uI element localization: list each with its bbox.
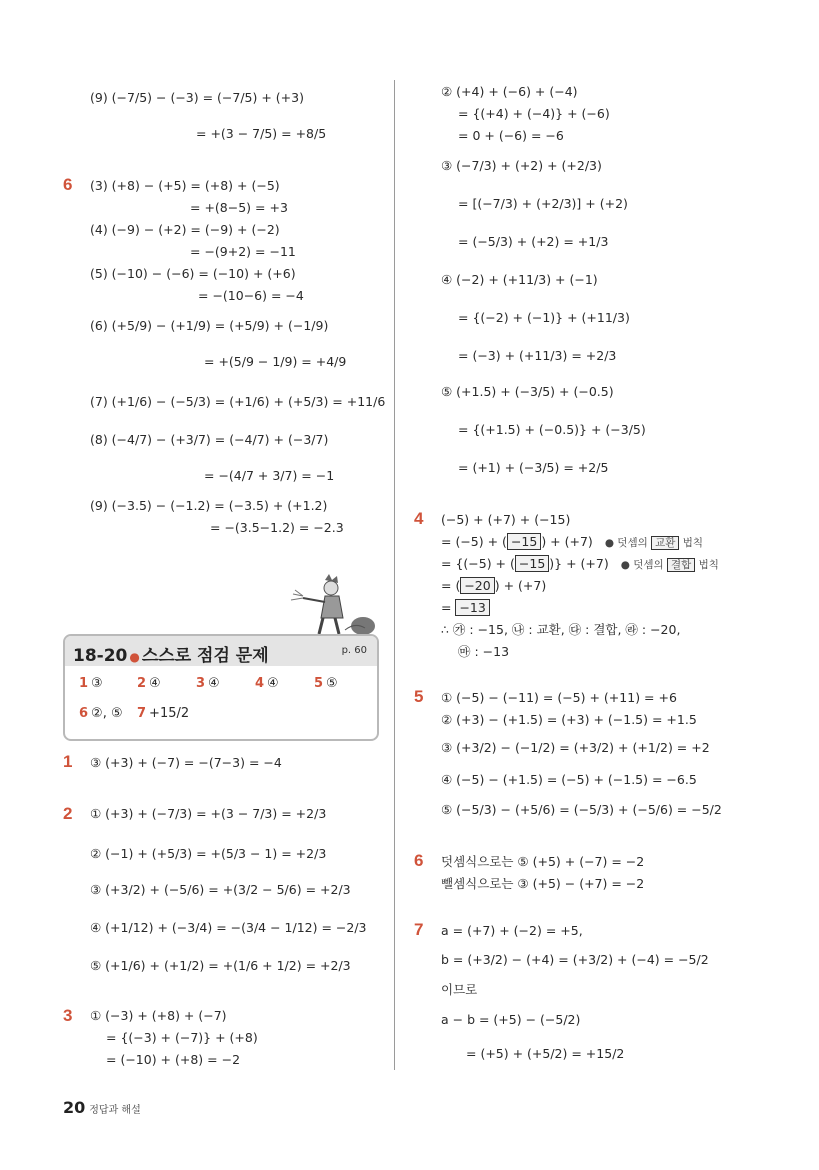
line: ② (−1) + (+5/3) = +(5/3 − 1) = +2/3	[90, 846, 327, 861]
line: = −13	[441, 600, 490, 616]
line: ㉲ : −13	[458, 644, 510, 659]
box-title: 18-20 ● 스스로 점검 문제	[73, 646, 269, 666]
answer-box: −20	[460, 577, 494, 594]
problem-number: 2	[63, 804, 73, 823]
line: (5) (−10) − (−6) = (−10) + (+6)	[90, 266, 296, 281]
page-number: 20	[63, 1098, 86, 1117]
answer-box: −15	[507, 533, 541, 550]
problem-number: 5	[414, 687, 424, 706]
rule-note: ● 덧셈의 결합 법칙	[620, 559, 719, 571]
box-subtitle: 스스로 점검 문제	[141, 646, 269, 666]
line: = {(−2) + (−1)} + (+11/3)	[458, 310, 630, 325]
line: = ( −20 ) + (+7)	[441, 578, 547, 593]
answer-item: 3 ④	[196, 676, 220, 691]
box-page-ref: p. 60	[341, 645, 367, 656]
line: = [(−7/3) + (+2/3)] + (+2)	[458, 196, 628, 211]
box-header	[65, 636, 377, 666]
answer-item: 2 ④	[137, 676, 161, 691]
self-check-box	[63, 634, 379, 741]
line: (8) (−4/7) − (+3/7) = (−4/7) + (−3/7)	[90, 432, 329, 447]
line: = {(+4) + (−4)} + (−6)	[458, 106, 610, 121]
line: ③ (+3/2) + (−5/6) = +(3/2 − 5/6) = +2/3	[90, 882, 351, 897]
answer-item: 5 ⑤	[314, 676, 338, 691]
line: = (−3) + (+11/3) = +2/3	[458, 348, 617, 363]
line: ② (+4) + (−6) + (−4)	[441, 84, 578, 99]
line: = −(3.5−1.2) = −2.3	[210, 520, 344, 535]
problem-number: 7	[414, 920, 424, 939]
line: ∴ ㉮ : −15, ㉯ : 교환, ㉰ : 결합, ㉱ : −20,	[441, 622, 681, 637]
line: ③ (+3) + (−7) = −(7−3) = −4	[90, 755, 282, 770]
line: = +(5/9 − 1/9) = +4/9	[204, 354, 347, 369]
line: ⑤ (+1/6) + (+1/2) = +(1/6 + 1/2) = +2/3	[90, 958, 351, 973]
line: = (+5) + (+5/2) = +15/2	[466, 1046, 625, 1061]
line: = (−5/3) + (+2) = +1/3	[458, 234, 609, 249]
line: 덧셈식으로는 ⑤ (+5) + (−7) = −2	[441, 854, 645, 869]
line: (9) (−7/5) − (−3) = (−7/5) + (+3)	[90, 90, 304, 105]
line: ④ (+1/12) + (−3/4) = −(3/4 − 1/12) = −2/3	[90, 920, 367, 935]
column-divider	[394, 80, 395, 1070]
answer-box: −13	[455, 599, 489, 616]
line: = {(−3) + (−7)} + (+8)	[106, 1030, 258, 1045]
line: (6) (+5/9) − (+1/9) = (+5/9) + (−1/9)	[90, 318, 329, 333]
line: = {(+1.5) + (−0.5)} + (−3/5)	[458, 422, 646, 437]
answer-item: 6 ②, ⑤	[79, 706, 123, 721]
line: (3) (+8) − (+5) = (+8) + (−5)	[90, 178, 280, 193]
answer-box: −15	[515, 555, 549, 572]
line: (−5) + (+7) + (−15)	[441, 512, 571, 527]
problem-number: 4	[414, 509, 424, 528]
line: = +(8−5) = +3	[190, 200, 288, 215]
line: a = (+7) + (−2) = +5,	[441, 923, 583, 938]
line: a − b = (+5) − (−5/2)	[441, 1012, 581, 1027]
line: (4) (−9) − (+2) = (−9) + (−2)	[90, 222, 280, 237]
line: (9) (−3.5) − (−1.2) = (−3.5) + (+1.2)	[90, 498, 328, 513]
line: ⑤ (+1.5) + (−3/5) + (−0.5)	[441, 384, 614, 399]
rule-note: ● 덧셈의 교환 법칙	[604, 537, 704, 549]
answer-item: 1 ③	[79, 676, 103, 691]
footer-label: 정답과 해설	[89, 1105, 141, 1116]
line: ① (−5) − (−11) = (−5) + (+11) = +6	[441, 690, 677, 705]
line: 뺄셈식으로는 ③ (+5) − (+7) = −2	[441, 876, 645, 891]
line: = (−10) + (+8) = −2	[106, 1052, 241, 1067]
line: = −(4/7 + 3/7) = −1	[204, 468, 335, 483]
line: = −(9+2) = −11	[190, 244, 296, 259]
page-footer	[63, 1098, 141, 1117]
line: b = (+3/2) − (+4) = (+3/2) + (−4) = −5/2	[441, 952, 709, 967]
line: ① (+3) + (−7/3) = +(3 − 7/3) = +2/3	[90, 806, 327, 821]
line: = (+1) + (−3/5) = +2/5	[458, 460, 609, 475]
line: = {(−5) + ( −15 )} + (+7) ● 덧셈의 결합 법칙	[441, 556, 719, 571]
line: ③ (−7/3) + (+2) + (+2/3)	[441, 158, 602, 173]
line: ① (−3) + (+8) + (−7)	[90, 1008, 227, 1023]
line: ⑤ (−5/3) − (+5/6) = (−5/3) + (−5/6) = −5/2	[441, 802, 722, 817]
problem-number: 6	[414, 851, 424, 870]
line: ② (+3) − (+1.5) = (+3) + (−1.5) = +1.5	[441, 712, 697, 727]
line: = +(3 − 7/5) = +8/5	[196, 126, 327, 141]
line: ④ (−5) − (+1.5) = (−5) + (−1.5) = −6.5	[441, 772, 697, 787]
line: 이므로	[441, 982, 478, 997]
answer-item: 4 ④	[255, 676, 279, 691]
line: = 0 + (−6) = −6	[458, 128, 564, 143]
line: = (−5) + ( −15 ) + (+7) ● 덧셈의 교환 법칙	[441, 534, 704, 549]
answer-item: 7 +15/2	[137, 706, 190, 721]
character-illustration	[285, 572, 380, 638]
problem-number: 1	[63, 752, 73, 771]
problem-number: 3	[63, 1006, 73, 1025]
line: ④ (−2) + (+11/3) + (−1)	[441, 272, 598, 287]
problem-number: 6	[63, 175, 73, 194]
line: (7) (+1/6) − (−5/3) = (+1/6) + (+5/3) = +11/6	[90, 394, 386, 409]
line: = −(10−6) = −4	[198, 288, 304, 303]
line: ③ (+3/2) − (−1/2) = (+3/2) + (+1/2) = +2	[441, 740, 710, 755]
